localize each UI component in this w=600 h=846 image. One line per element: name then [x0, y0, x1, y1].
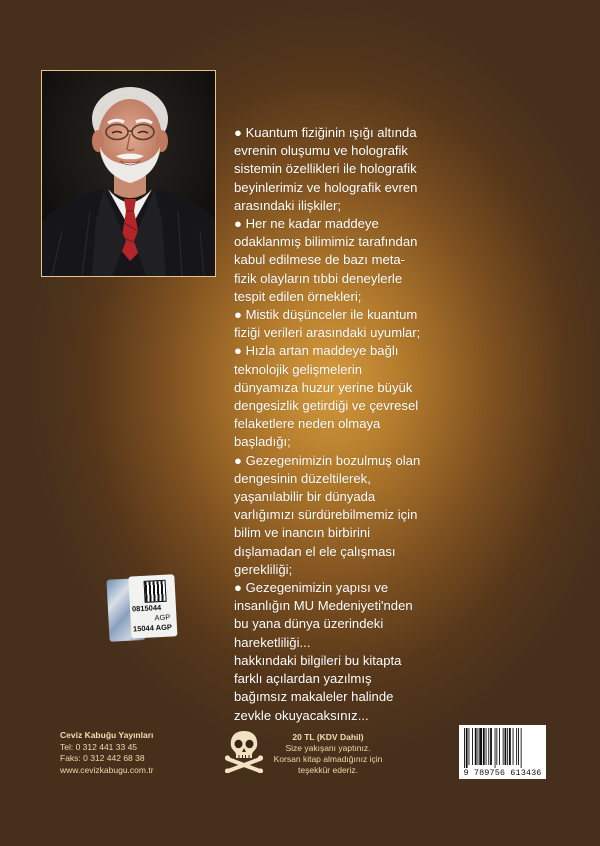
- paragraph-line: sistemin özellikleri ile holografik: [234, 161, 417, 177]
- paragraph-line: arasındaki ilişkiler;: [234, 197, 341, 213]
- paragraph-line: tespit edilen örnekleri;: [234, 288, 362, 304]
- paragraph-line: kabul edilmese de bazı meta-: [234, 252, 406, 268]
- paragraph-line: felaketlere neden olmaya: [234, 416, 381, 432]
- paragraph-line: farklı açılardan yazılmış: [234, 671, 372, 687]
- paragraph-line: başladığı;: [234, 434, 291, 450]
- paragraph-5: [234, 452, 564, 579]
- paragraph-line: evrenin oluşumu ve holografik: [234, 143, 408, 159]
- paragraph-line: varlığımızı sürdürebilmemiz için: [234, 507, 418, 523]
- price-note-line: Size yakışanı yaptınız.: [285, 743, 371, 753]
- paragraph-line: gerekliliği;: [234, 561, 293, 577]
- publisher-web: www.cevizkabugu.com.tr: [60, 764, 154, 775]
- paragraph-1: [234, 124, 564, 215]
- sticker-label: [128, 574, 177, 638]
- paragraph-line: Hızla artan maddeye bağlı: [245, 343, 399, 359]
- paragraph-line: zevkle okuyacaksınız...: [234, 707, 369, 723]
- bullet-icon: ●: [234, 343, 242, 359]
- sticker-code-bottom: 15044 AGP: [132, 622, 173, 634]
- bullet-icon: ●: [234, 216, 242, 232]
- price-amount: 20 TL (KDV Dahil): [292, 732, 364, 742]
- skull-crossbones-icon: [224, 729, 264, 773]
- publisher-fax: Faks: 0 312 442 68 38: [60, 753, 145, 764]
- paragraph-line: odaklanmış bilimimiz tarafından: [234, 234, 418, 250]
- author-photo: [41, 70, 216, 277]
- paragraph-line: Gezegenimizin yapısı ve: [245, 580, 389, 596]
- paragraph-2: [234, 215, 564, 306]
- barcode-icon: [459, 725, 546, 769]
- paragraph-line: bu yana dünya üzerindeki: [234, 616, 384, 632]
- paragraph-4: [234, 342, 564, 451]
- qr-code-icon: [145, 581, 166, 602]
- author-portrait-illustration: [42, 71, 215, 276]
- paragraph-line: bağımsız makaleler halinde: [234, 689, 394, 705]
- bullet-icon: ●: [234, 307, 242, 323]
- sticker-code-mid: AGP: [154, 612, 171, 623]
- bullet-icon: ●: [234, 580, 242, 596]
- paragraph-line: dengesinin düzeltilerek,: [234, 470, 371, 486]
- bullet-icon: ●: [234, 125, 242, 140]
- price-note-line: Korsan kitap almadığınız için: [273, 754, 383, 764]
- publisher-name: Ceviz Kabuğu Yayınları: [60, 730, 154, 740]
- price-info: [266, 732, 390, 776]
- paragraph-line: bilim ve inancın birbirini: [234, 525, 371, 541]
- paragraph-line: dengesizlik getirdiği ve çevresel: [234, 398, 419, 414]
- paragraph-line: fizik olayların tıbbi deneylerle: [234, 270, 403, 286]
- paragraph-line: insanlığın MU Medeniyeti'nden: [234, 598, 413, 614]
- security-sticker: [106, 574, 177, 643]
- paragraph-3: [234, 306, 564, 342]
- paragraph-line: dünyamıza huzur yerine büyük: [234, 379, 413, 395]
- paragraph-line: Mistik düşünceler ile kuantum: [245, 307, 418, 323]
- paragraph-line: beyinlerimiz ve holografik evren: [234, 179, 418, 195]
- bullet-icon: ●: [234, 452, 242, 468]
- paragraph-closing: [234, 652, 564, 725]
- isbn-barcode: [459, 725, 546, 779]
- paragraph-line: fiziği verileri arasındaki uyumlar;: [234, 325, 421, 341]
- paragraph-line: teknolojik gelişmelerin: [234, 361, 363, 377]
- paragraph-line: dışlamadan el ele çalışması: [234, 543, 396, 559]
- price-note-line: teşekkür ederiz.: [298, 765, 358, 775]
- paragraph-line: hakkındaki bilgileri bu kitapta: [234, 652, 402, 668]
- paragraph-line: yaşanılabilir bir dünyada: [234, 489, 376, 505]
- paragraph-line: Kuantum fiziğinin ışığı altında: [245, 125, 417, 140]
- publisher-tel: Tel: 0 312 441 33 45: [60, 741, 138, 752]
- description-text: [234, 124, 564, 725]
- publisher-info: [60, 730, 154, 776]
- paragraph-line: Gezegenimizin bozulmuş olan: [245, 452, 421, 468]
- paragraph-6: [234, 579, 564, 652]
- paragraph-line: hareketliliği...: [234, 634, 311, 650]
- paragraph-line: Her ne kadar maddeye: [245, 216, 379, 232]
- isbn-number: 9 789756 613436: [463, 768, 542, 778]
- sticker-code-top: 0815044: [131, 603, 162, 614]
